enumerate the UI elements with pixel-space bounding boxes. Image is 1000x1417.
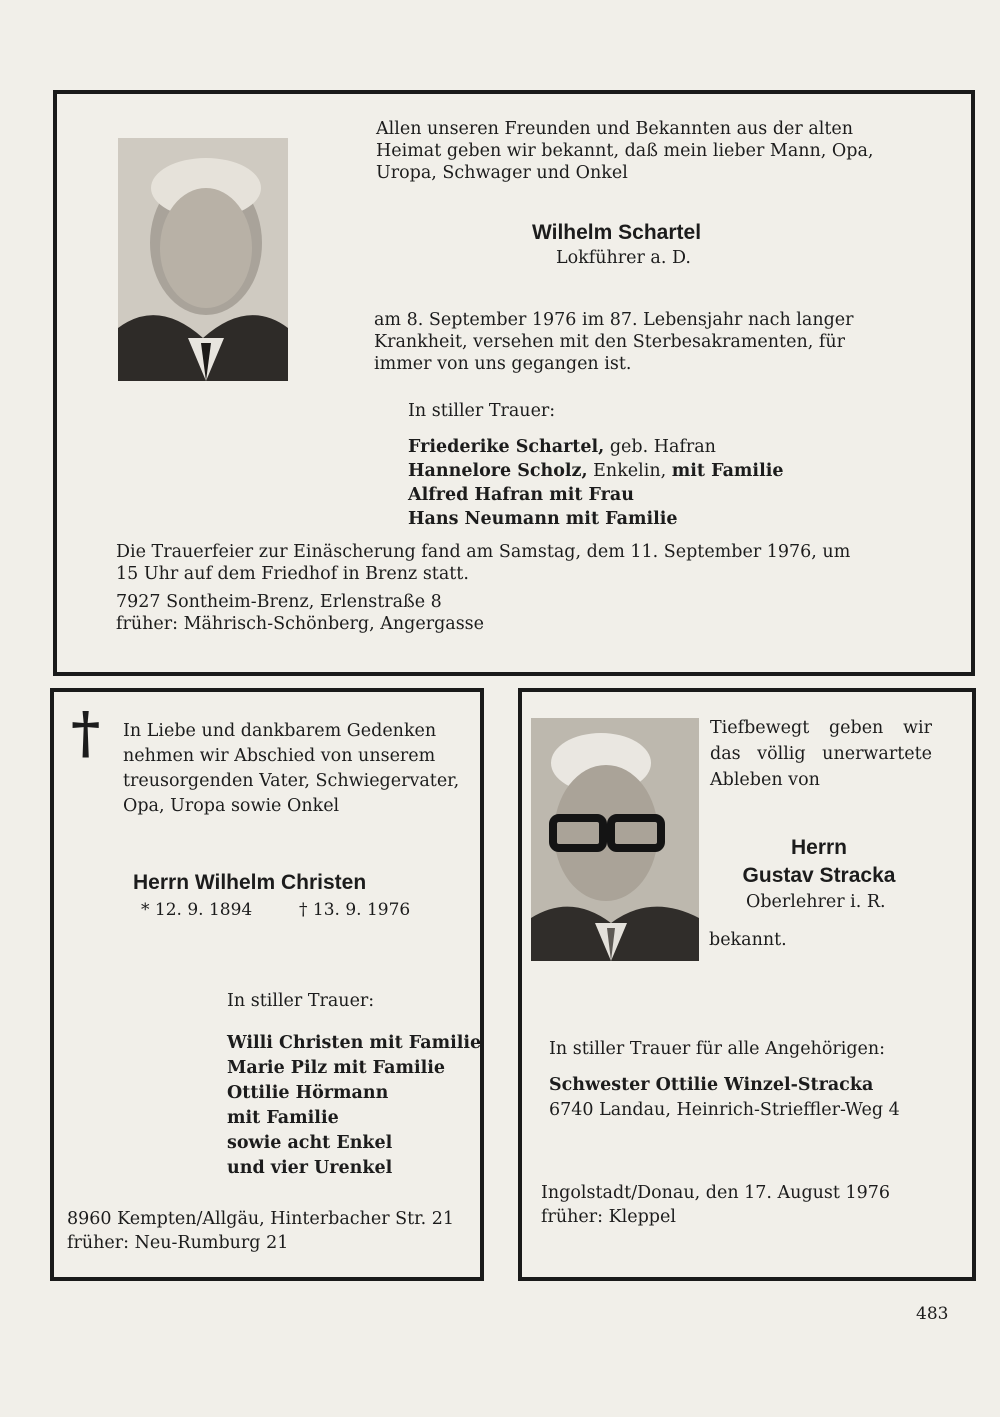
- family-member: Schwester Ottilie Winzel-Stracka: [549, 1075, 874, 1095]
- salutation: Herrn: [790, 836, 848, 859]
- intro-line: In Liebe und dankbarem Gedenken: [123, 721, 437, 741]
- body-line: am 8. September 1976 im 87. Lebensjahr nach langer: [374, 310, 854, 330]
- intro-line: Heimat geben wir bekannt, daß mein lieber Mann, Opa,: [376, 141, 874, 161]
- death-date: † 13. 9. 1976: [299, 900, 411, 920]
- address-line: früher: Neu-Rumburg 21: [67, 1233, 289, 1253]
- intro-line: Opa, Uropa sowie Onkel: [123, 796, 340, 816]
- family-member: und vier Urenkel: [227, 1158, 393, 1178]
- family-member: Hannelore Scholz, Enkelin, mit Familie: [408, 461, 784, 481]
- deceased-title: Lokführer a. D.: [556, 248, 691, 268]
- intro-line: Allen unseren Freunden und Bekannten aus der alten: [376, 119, 854, 139]
- intro-line: Tiefbewegt geben wir: [710, 718, 932, 738]
- family-member: Ottilie Hörmann: [227, 1083, 389, 1103]
- address-line: 8960 Kempten/Allgäu, Hinterbacher Str. 21: [67, 1209, 455, 1229]
- family-member: mit Familie: [227, 1108, 339, 1128]
- intro-line: nehmen wir Abschied von unserem: [123, 746, 436, 766]
- body-line: Krankheit, versehen mit den Sterbesakramenten, für: [374, 332, 845, 352]
- ceremony-line: Die Trauerfeier zur Einäscherung fand am Samstag, dem 11. September 1976, um: [116, 542, 851, 562]
- deceased-name: Herrn Wilhelm Christen: [133, 871, 367, 894]
- family-list: [227, 1031, 481, 1181]
- cross-icon: †: [71, 700, 101, 766]
- ceremony-line: 15 Uhr auf dem Friedhof in Brenz statt.: [116, 564, 469, 584]
- birth-date: * 12. 9. 1894: [141, 900, 253, 920]
- family-member: Willi Christen mit Familie: [227, 1033, 482, 1053]
- family-address: 6740 Landau, Heinrich-Strieffler-Weg 4: [549, 1100, 900, 1120]
- obituary-christen: [50, 688, 484, 1281]
- mourning-label: In stiller Trauer für alle Angehörigen:: [549, 1039, 886, 1059]
- address-line: früher: Mährisch-Schönberg, Angergasse: [116, 614, 485, 634]
- place-date-line: früher: Kleppel: [541, 1207, 676, 1227]
- address-line: 7927 Sontheim-Brenz, Erlenstraße 8: [116, 592, 442, 612]
- family-member: Alfred Hafran mit Frau: [408, 485, 634, 505]
- family-member: Friederike Schartel, geb. Hafran: [408, 437, 716, 457]
- place-date-line: Ingolstadt/Donau, den 17. August 1976: [541, 1183, 891, 1203]
- obituary-schartel: [53, 90, 975, 676]
- known-text: bekannt.: [709, 930, 787, 950]
- family-member: Marie Pilz mit Familie: [227, 1058, 446, 1078]
- family-member: sowie acht Enkel: [227, 1133, 393, 1153]
- intro-line: treusorgenden Vater, Schwiegervater,: [123, 771, 460, 791]
- mourning-label: In stiller Trauer:: [227, 991, 375, 1011]
- obituary-stracka: [518, 688, 976, 1281]
- deceased-name: Wilhelm Schartel: [532, 221, 702, 244]
- portrait-photo-stracka: [531, 718, 699, 961]
- family-list: [408, 435, 784, 531]
- intro-line: Uropa, Schwager und Onkel: [376, 163, 628, 183]
- deceased-name: Gustav Stracka: [742, 864, 896, 887]
- body-line: immer von uns gegangen ist.: [374, 354, 632, 374]
- deceased-title: Oberlehrer i. R.: [746, 892, 886, 912]
- family-member: Hans Neumann mit Familie: [408, 509, 678, 529]
- portrait-photo-schartel: [118, 138, 288, 381]
- intro-line: Ableben von: [710, 770, 820, 790]
- intro-line: das völlig unerwartete: [710, 744, 932, 764]
- page-number: 483: [916, 1304, 949, 1324]
- mourning-label: In stiller Trauer:: [408, 401, 556, 421]
